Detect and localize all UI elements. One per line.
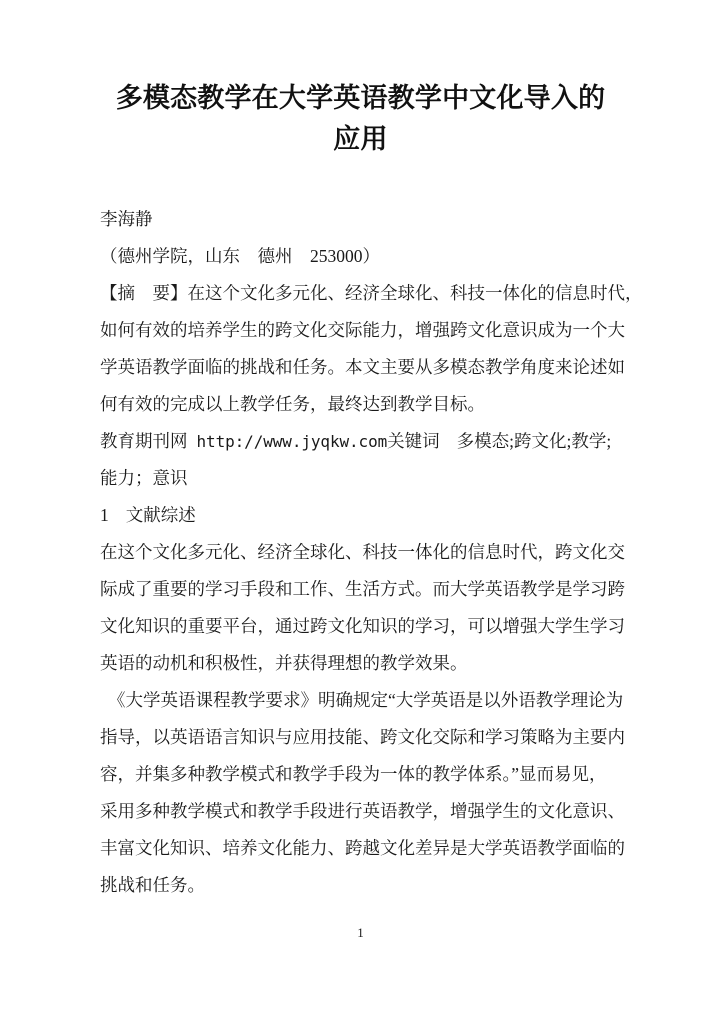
author-name: 李海静 (100, 209, 153, 229)
paragraph-2-line-6: 挑战和任务。 (100, 875, 205, 895)
abstract-line-4: 何有效的完成以上教学任务，最终达到教学目标。 (100, 394, 485, 414)
title-line-1: 多模态教学在大学英语教学中文化导入的 (115, 83, 606, 113)
journal-site-name: 教育期刊网 (100, 431, 188, 451)
paragraph-2-line-3: 容，并集多种教学模式和教学手段为一体的教学体系。”显而易见， (100, 764, 607, 784)
paragraph-1-line-2: 际成了重要的学习手段和工作、生活方式。而大学英语教学是学习跨 (100, 579, 625, 599)
paragraph-1-line-4: 英语的动机和积极性，并获得理想的教学效果。 (100, 653, 468, 673)
section-heading-1 (100, 497, 621, 534)
abstract-line-1: 【摘 要】在这个文化多元化、经济全球化、科技一体化的信息时代， (100, 283, 643, 303)
paragraph-1-line-1: 在这个文化多元化、经济全球化、科技一体化的信息时代，跨文化交 (100, 542, 625, 562)
paragraph-2-line-5: 丰富文化知识、培养文化能力、跨越文化差异是大学英语教学面临的 (100, 838, 625, 858)
author-affiliation: （德州学院，山东 德州 253000） (100, 246, 380, 266)
journal-and-keywords-line (100, 423, 621, 460)
keywords-line-1: 多模态;跨文化;教学; (456, 431, 612, 451)
paragraph-2-line-2: 指导，以英语语言知识与应用技能、跨文化交际和学习策略为主要内 (100, 727, 625, 747)
paragraph-2-line-1: 《大学英语课程教学要求》明确规定“大学英语是以外语教学理论为 (108, 690, 624, 710)
page-number: 1 (357, 925, 364, 940)
keywords-line-2: 能力；意识 (100, 468, 188, 488)
abstract-line-2: 如何有效的培养学生的跨文化交际能力，增强跨文化意识成为一个大 (100, 320, 625, 340)
journal-site-url[interactable]: http://www.jyqkw.com (196, 432, 388, 451)
page-title (100, 78, 621, 160)
keywords-label: 关键词 (387, 431, 440, 451)
abstract-line-3: 学英语教学面临的挑战和任务。本文主要从多模态教学角度来论述如 (100, 357, 625, 377)
paragraph-1-line-3: 文化知识的重要平台，通过跨文化知识的学习，可以增强大学生学习 (100, 616, 625, 636)
section-number: 1 (100, 505, 109, 525)
section-title: 文献综述 (125, 505, 196, 525)
paragraph-2-line-4: 采用多种教学模式和教学手段进行英语教学，增强学生的文化意识、 (100, 801, 625, 821)
title-line-2: 应用 (333, 124, 388, 154)
document-body (100, 201, 643, 904)
